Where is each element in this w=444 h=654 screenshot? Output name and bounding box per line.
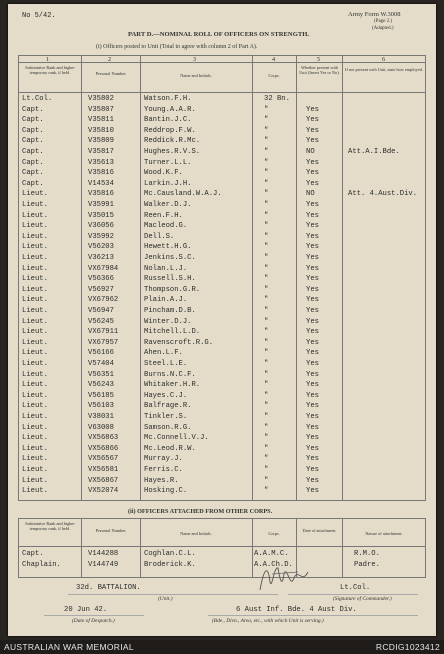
corps-cell: " [264,201,269,209]
number-cell: V35816 [88,169,114,178]
rank-cell: Lieut. [22,349,48,358]
unit-caption: (Unit.) [158,596,173,602]
corps-cell: " [264,179,269,188]
name-cell: Mitchell.L.D. [144,328,201,337]
corps-cell: " [264,487,269,496]
number-cell: V35613 [88,158,114,167]
number-cell: VX67962 [88,296,119,305]
att-header-date: Date of attachment. [302,528,337,533]
commander-rank: Lt.Col. [340,584,371,592]
corps-cell: " [264,434,269,443]
rank-cell: Capt. [22,126,44,135]
rank-cell: Lieut. [22,275,48,284]
col-number-1: 1 [46,56,50,63]
att-col-rule-3 [252,518,253,578]
rank-cell: Lieut. [22,455,48,464]
present-cell: Yes [306,137,319,146]
rank-cell: Lieut. [22,466,48,474]
present-cell: Yes [306,338,319,347]
name-cell: Reddrop.F.W. [144,126,196,135]
number-cell: V56243 [88,381,114,390]
commander-signature [254,560,314,596]
number-cell: V56947 [88,307,114,315]
present-cell: Yes [306,264,319,273]
rank-cell: Lieut. [22,370,48,379]
present-cell: Yes [306,126,319,135]
signature-caption: (Signature of Commander.) [333,596,392,602]
rank-cell: Lieut. [22,285,48,294]
name-cell: Hughes.R.V.S. [144,148,201,156]
present-cell: Yes [306,434,319,443]
corps-cell: " [264,466,269,474]
corps-cell: " [264,455,269,464]
corps-cell: " [264,126,269,135]
header-corps: Corps. [268,73,280,78]
rank-cell: Chaplain. [22,560,61,569]
number-cell: V35802 [88,95,114,103]
col-number-5: 5 [317,56,321,63]
name-cell: Wood.K.F. [144,169,183,178]
corps-cell: " [264,307,269,315]
corps-cell: " [264,444,269,453]
number-cell: V36213 [88,254,114,262]
present-cell: Yes [306,211,319,220]
rank-cell: Capt. [22,148,44,156]
present-cell: Yes [306,370,319,379]
col-number-2: 2 [108,56,112,63]
col-rule-2 [140,55,141,501]
corps-cell: " [264,222,269,231]
name-cell: Whitaker.H.R. [144,381,201,390]
name-cell: Bantin.J.C. [144,116,192,125]
army-form-label: Army Form W.3008 [348,11,401,18]
present-cell: Yes [306,179,319,188]
number-cell: V38031 [88,413,114,421]
corps-cell: " [264,169,269,178]
rank-cell: Lieut. [22,360,48,368]
present-cell: Yes [306,455,319,464]
number-cell: V57404 [88,360,114,368]
archive-name: AUSTRALIAN WAR MEMORIAL [4,642,134,652]
rank-cell: Lieut. [22,243,48,252]
corps-cell: A.A.Ch.D. [254,560,293,569]
present-cell: NO [306,148,315,156]
name-cell: Balfrage.R. [144,402,192,411]
present-cell: Yes [306,413,319,421]
unit-name: 32d. BATTALION. [76,584,141,592]
name-cell: Tinkler.S. [144,413,188,421]
att-col-rule-2 [140,518,141,578]
corps-cell: " [264,391,269,400]
name-cell: Murray.J. [144,455,183,464]
number-cell: VX67984 [88,264,119,273]
header-rank: Substantive Rank and higher temporary rank, if held. [25,65,75,75]
formation: 6 Aust Inf. Bde. 4 Aust Div. [236,606,357,614]
number-cell: V56351 [88,370,114,379]
corps-cell: " [264,296,269,305]
corps-cell: " [264,285,269,294]
corps-cell: " [264,254,269,262]
att-header-number: Personal Number. [95,528,127,533]
present-cell: Yes [306,296,319,305]
nature-cell: Padre. [354,560,380,569]
number-cell: V35811 [88,116,114,125]
date-line [44,615,144,616]
corps-cell: " [264,402,269,411]
corps-cell: " [264,137,269,146]
present-cell: Yes [306,444,319,453]
table-bottom-rule [18,500,426,501]
form-number: No 5/42. [22,12,56,20]
adapted-label: (Adapted.) [372,26,394,31]
name-cell: Winter.D.J. [144,317,192,326]
present-cell: Yes [306,391,319,400]
rank-cell: Lieut. [22,264,48,273]
rank-cell: Lieut. [22,211,48,220]
rank-cell: Lieut. [22,232,48,241]
att-top-rule [18,518,426,519]
corps-cell: " [264,190,269,199]
corps-cell: " [264,413,269,421]
number-cell: VX56567 [88,455,119,464]
number-cell: V56166 [88,349,114,358]
att-right-rule [425,518,426,578]
name-cell: Burns.N.C.F. [144,370,196,379]
number-cell: V56366 [88,275,114,284]
present-cell: Yes [306,402,319,411]
name-cell: Turner.L.L. [144,158,192,167]
name-cell: Steel.L.E. [144,360,188,368]
name-cell: Ahen.L.F. [144,349,183,358]
name-cell: Mc.Connell.V.J. [144,434,209,443]
nature-cell: R.M.O. [354,550,380,558]
number-cell: V35992 [88,232,114,241]
name-cell: Reddick.R.Mc. [144,137,201,146]
rank-cell: Lieut. [22,328,48,337]
present-cell: Yes [306,476,319,485]
corps-cell: A.A.M.C. [254,550,289,558]
corps-cell: " [264,275,269,284]
despatch-caption: (Date of Despatch.) [72,618,115,624]
rank-cell: Lieut. [22,190,48,199]
att-header-rule [18,546,426,547]
present-cell: Yes [306,317,319,326]
corps-cell: " [264,423,269,432]
table-number-rule [18,62,426,63]
present-cell: Yes [306,328,319,337]
part-d-title: PART D.—NOMINAL ROLL OF OFFICERS ON STRENGTH. [128,31,309,38]
name-cell: Russell.S.H. [144,275,196,284]
table-right-rule [425,55,426,501]
col-number-4: 4 [272,56,276,63]
table-left-rule [18,55,19,501]
rank-cell: Lieut. [22,423,48,432]
name-cell: Hosking.C. [144,487,188,496]
corps-cell: " [264,370,269,379]
number-cell: V56203 [88,243,114,252]
table-header-rule [18,92,426,93]
name-cell: Macleod.G. [144,222,188,231]
document-page [8,4,436,636]
corps-cell: " [264,476,269,485]
corps-cell: " [264,381,269,390]
rank-cell: Capt. [22,179,44,188]
att-header-corps: Corps. [268,531,280,536]
number-cell: VX67911 [88,328,119,337]
number-cell: V35809 [88,137,114,146]
col-number-3: 3 [193,56,197,63]
rank-cell: Lieut. [22,201,48,209]
number-cell: V35015 [88,211,114,220]
corps-cell: " [264,328,269,337]
number-cell: VX56866 [88,444,119,453]
number-cell: V144749 [88,560,119,569]
present-cell: Yes [306,232,319,241]
col-rule-4 [296,55,297,501]
rank-cell: Lieut. [22,413,48,421]
name-cell: Hewett.H.G. [144,243,192,252]
number-cell: VX56863 [88,434,119,443]
rank-cell: Lieut. [22,487,48,496]
name-cell: Reen.F.H. [144,211,183,220]
col-rule-5 [342,55,343,501]
att-header-rank: Substantive Rank and higher temporary rank, if held. [25,521,75,531]
corps-cell: " [264,243,269,252]
corps-cell: " [264,148,269,156]
col-rule-3 [252,55,253,501]
rank-cell: Lieut. [22,476,48,485]
col-number-6: 6 [382,56,386,63]
name-cell: Walker.D.J. [144,201,192,209]
att-col-rule-1 [81,518,82,578]
number-cell: V35991 [88,201,114,209]
corps-cell: " [264,232,269,241]
rank-cell: Lieut. [22,317,48,326]
header-name: Name and Initials. [180,73,212,78]
number-cell: VX56867 [88,476,119,485]
rank-cell: Lieut. [22,381,48,390]
rank-cell: Capt. [22,550,44,558]
number-cell: V35810 [88,126,114,135]
present-cell: Yes [306,466,319,474]
rank-cell: Lieut. [22,222,48,231]
formation-line [208,615,418,616]
corps-cell: " [264,360,269,368]
corps-cell: " [264,349,269,358]
name-cell: Nolan.L.J. [144,264,188,273]
name-cell: Plain.A.J. [144,296,188,305]
rank-cell: Lieut. [22,444,48,453]
present-cell: Yes [306,105,319,114]
present-cell: Yes [306,116,319,125]
present-cell: Yes [306,285,319,294]
corps-cell: 32 Bn. [264,95,290,103]
att-header-nature: Nature of attachment. [365,531,403,536]
present-cell: Yes [306,243,319,252]
corps-cell: " [264,338,269,347]
part-ii-title: (ii) OFFICERS ATTACHED FROM OTHER CORPS. [128,508,273,515]
name-cell: Thompson.G.R. [144,285,201,294]
number-cell: V144288 [88,550,119,558]
rank-cell: Capt. [22,105,44,114]
corps-cell: " [264,317,269,326]
employed-cell: Att.A.I.Bde. [348,148,400,156]
header-number: Personal Number. [95,71,127,76]
name-cell: Coghlan.C.L. [144,550,196,558]
archive-id: RCDIG1023412 [375,642,440,652]
corps-cell: " [264,158,269,167]
name-cell: Jenkins.S.C. [144,254,196,262]
name-cell: Young.A.A.R. [144,105,196,114]
present-cell: Yes [306,201,319,209]
number-cell: V63008 [88,423,114,432]
rank-cell: Lieut. [22,296,48,305]
number-cell: V56927 [88,285,114,294]
rank-cell: Capt. [22,169,44,178]
rank-cell: Lt.Col. [22,95,53,103]
rank-cell: Lieut. [22,307,48,315]
present-cell: Yes [306,169,319,178]
name-cell: Mc.Causland.W.A.J. [144,190,222,199]
number-cell: VX56581 [88,466,119,474]
unit-line [68,594,278,595]
name-cell: Broderick.K. [144,560,196,569]
number-cell: V36056 [88,222,114,231]
present-cell: Yes [306,275,319,284]
corps-cell: " [264,116,269,125]
number-cell: VX52074 [88,487,119,496]
archive-footer [0,640,444,654]
employed-cell: Att. 4.Aust.Div. [348,190,418,199]
name-cell: Pincham.D.B. [144,307,196,315]
present-cell: Yes [306,381,319,390]
name-cell: Ferris.C. [144,466,183,474]
rank-cell: Capt. [22,116,44,125]
rank-cell: Lieut. [22,254,48,262]
despatch-date: 20 Jun 42. [64,606,108,614]
rank-cell: Capt. [22,158,44,167]
rank-cell: Lieut. [22,391,48,400]
att-col-rule-5 [342,518,343,578]
present-cell: Yes [306,360,319,368]
present-cell: Yes [306,349,319,358]
page-label: (Page 2.) [374,19,393,24]
att-header-name: Name and Initials. [180,531,212,536]
rank-cell: Lieut. [22,434,48,443]
present-cell: Yes [306,307,319,315]
att-bottom-rule [18,577,426,578]
name-cell: Larkin.J.H. [144,179,192,188]
present-cell: Yes [306,254,319,262]
number-cell: V35807 [88,105,114,114]
present-cell: Yes [306,487,319,496]
rank-cell: Lieut. [22,402,48,411]
att-left-rule [18,518,19,578]
number-cell: V35816 [88,190,114,199]
name-cell: Hayes.C.J. [144,391,188,400]
corps-cell: " [264,105,269,114]
name-cell: Mc.Leod.R.W. [144,444,196,453]
rank-cell: Lieut. [22,338,48,347]
present-cell: Yes [306,222,319,231]
present-cell: Yes [306,158,319,167]
present-cell: Yes [306,423,319,432]
formation-caption: (Bde., Divn., Area, etc., with which Unit is serving.) [212,618,324,624]
name-cell: Samson.R.G. [144,423,192,432]
number-cell: VX67957 [88,338,119,347]
number-cell: V56185 [88,391,114,400]
number-cell: V35817 [88,148,114,156]
corps-cell: " [264,211,269,220]
part-d-subtitle: (i) Officers posted to Unit (Total to agree with column 2 of Part A). [96,44,258,50]
number-cell: V14534 [88,179,114,188]
name-cell: Hayes.R. [144,476,179,485]
number-cell: V56245 [88,317,114,326]
header-present: Whether present with Unit (Insert Yes or No). [299,65,340,75]
col-rule-1 [81,55,82,501]
number-cell: V56103 [88,402,114,411]
name-cell: Dell.S. [144,232,175,241]
corps-cell: " [264,264,269,273]
header-employed: If not present with Unit, state how employed. [345,67,423,72]
name-cell: Ravenscroft.R.G. [144,338,214,347]
name-cell: Watson.F.H. [144,95,192,103]
table-top-rule [18,55,426,56]
present-cell: NO [306,190,315,199]
rank-cell: Capt. [22,137,44,146]
